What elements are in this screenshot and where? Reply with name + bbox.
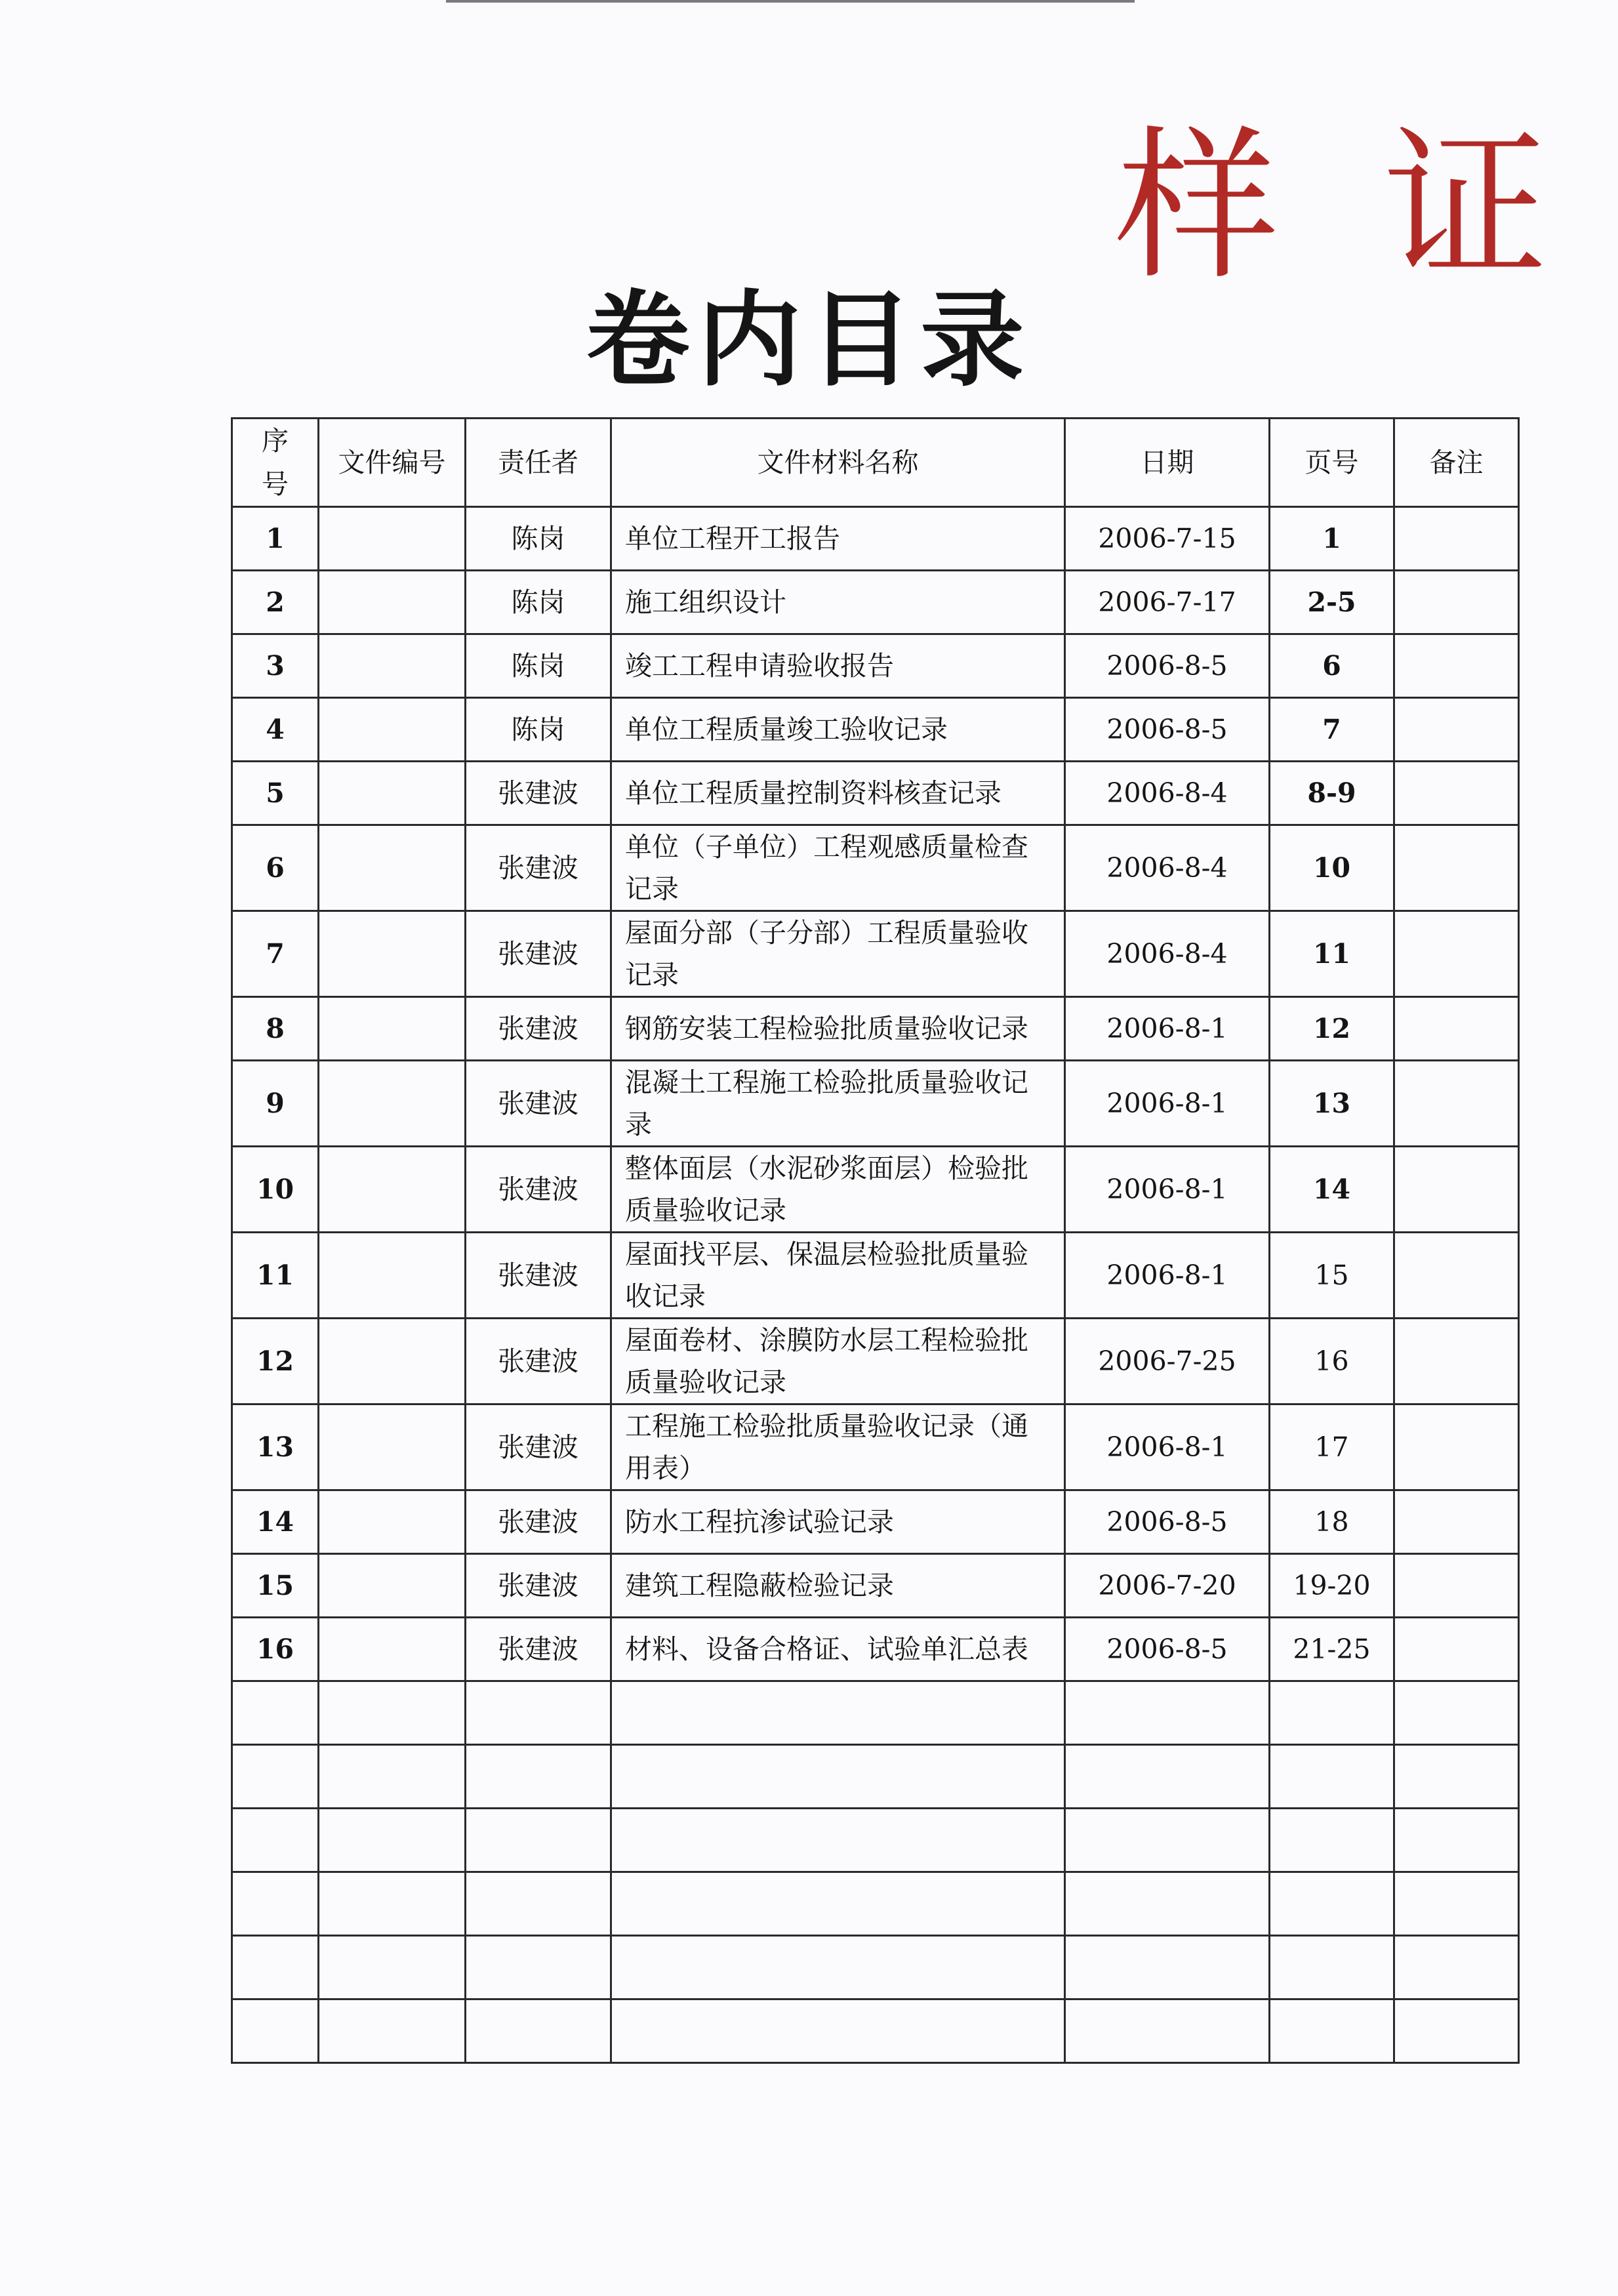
cell-date: 2006-7-15 [1065, 507, 1270, 571]
blank-row [232, 1999, 1519, 2063]
cell-person: 张建波 [466, 911, 611, 997]
cell-person: 陈岗 [466, 507, 611, 571]
cell-seq: 6 [232, 825, 319, 911]
table-row [232, 1061, 1519, 1147]
blank-row [232, 1872, 1519, 1936]
cell-file-no [319, 634, 466, 698]
cell-file-no [319, 1404, 466, 1490]
col-header-file-no: 文件编号 [319, 419, 466, 507]
cell-name: 施工组织设计 [611, 571, 1065, 634]
cell-seq: 10 [232, 1147, 319, 1233]
cell-name: 工程施工检验批质量验收记录（通用表） [611, 1404, 1065, 1490]
cell-person: 陈岗 [466, 634, 611, 698]
cell-seq: 14 [232, 1490, 319, 1554]
document-title: 卷内目录 [586, 280, 1032, 401]
cell-page: 15 [1270, 1233, 1394, 1319]
cell-date: 2006-8-4 [1065, 825, 1270, 911]
cell-page: 7 [1270, 698, 1394, 762]
cell-name: 屋面分部（子分部）工程质量验收记录 [611, 911, 1065, 997]
cell-note [1394, 634, 1519, 698]
cell-page: 10 [1270, 825, 1394, 911]
cell-seq: 3 [232, 634, 319, 698]
cell-page: 18 [1270, 1490, 1394, 1554]
cell-person: 陈岗 [466, 698, 611, 762]
cell-note [1394, 1490, 1519, 1554]
cell-seq: 4 [232, 698, 319, 762]
cell-name: 屋面卷材、涂膜防水层工程检验批质量验收记录 [611, 1319, 1065, 1404]
cell-page: 21-25 [1270, 1618, 1394, 1681]
scan-edge-line [446, 0, 1135, 3]
cell-person: 张建波 [466, 1147, 611, 1233]
cell-name: 单位工程质量竣工验收记录 [611, 698, 1065, 762]
cell-file-no [319, 1147, 466, 1233]
cell-name: 整体面层（水泥砂浆面层）检验批质量验收记录 [611, 1147, 1065, 1233]
cell-note [1394, 997, 1519, 1061]
cell-note [1394, 507, 1519, 571]
table-row [232, 1618, 1519, 1681]
table-row [232, 1554, 1519, 1618]
cell-name: 混凝土工程施工检验批质量验收记录 [611, 1061, 1065, 1147]
cell-file-no [319, 825, 466, 911]
cell-page: 19-20 [1270, 1554, 1394, 1618]
col-header-date: 日期 [1065, 419, 1270, 507]
cell-note [1394, 1061, 1519, 1147]
cell-seq: 8 [232, 997, 319, 1061]
cell-note [1394, 698, 1519, 762]
cell-note [1394, 571, 1519, 634]
cell-seq: 1 [232, 507, 319, 571]
cell-date: 2006-8-5 [1065, 698, 1270, 762]
cell-note [1394, 762, 1519, 825]
cell-date: 2006-8-5 [1065, 1618, 1270, 1681]
cell-date: 2006-8-1 [1065, 1061, 1270, 1147]
cell-file-no [319, 1233, 466, 1319]
table-row [232, 825, 1519, 911]
cell-date: 2006-7-17 [1065, 571, 1270, 634]
cell-note [1394, 1554, 1519, 1618]
cell-note [1394, 1233, 1519, 1319]
cell-note [1394, 1618, 1519, 1681]
cell-person: 张建波 [466, 1061, 611, 1147]
col-header-seq: 序号 [232, 419, 319, 507]
cell-name: 单位工程开工报告 [611, 507, 1065, 571]
cell-file-no [319, 571, 466, 634]
cell-name: 屋面找平层、保温层检验批质量验收记录 [611, 1233, 1065, 1319]
cell-page: 13 [1270, 1061, 1394, 1147]
cell-name: 竣工工程申请验收报告 [611, 634, 1065, 698]
cell-file-no [319, 762, 466, 825]
table-row [232, 698, 1519, 762]
cell-date: 2006-7-25 [1065, 1319, 1270, 1404]
cell-person: 张建波 [466, 1618, 611, 1681]
cell-name: 材料、设备合格证、试验单汇总表 [611, 1618, 1065, 1681]
cell-date: 2006-8-4 [1065, 762, 1270, 825]
cell-person: 张建波 [466, 825, 611, 911]
table-row [232, 1490, 1519, 1554]
cell-name: 防水工程抗渗试验记录 [611, 1490, 1065, 1554]
table-row [232, 507, 1519, 571]
table-row [232, 911, 1519, 997]
blank-row [232, 1681, 1519, 1745]
cell-person: 张建波 [466, 1490, 611, 1554]
cell-seq: 13 [232, 1404, 319, 1490]
cell-file-no [319, 911, 466, 997]
cell-seq: 12 [232, 1319, 319, 1404]
cell-date: 2006-8-1 [1065, 1147, 1270, 1233]
cell-page: 17 [1270, 1404, 1394, 1490]
cell-seq: 5 [232, 762, 319, 825]
cell-page: 14 [1270, 1147, 1394, 1233]
table-row [232, 1319, 1519, 1404]
cell-name: 钢筋安装工程检验批质量验收记录 [611, 997, 1065, 1061]
cell-date: 2006-8-1 [1065, 997, 1270, 1061]
cell-file-no [319, 507, 466, 571]
sample-stamp: 样 证 [1115, 111, 1574, 302]
cell-person: 张建波 [466, 1233, 611, 1319]
cell-file-no [319, 1319, 466, 1404]
cell-date: 2006-8-1 [1065, 1404, 1270, 1490]
cell-page: 1 [1270, 507, 1394, 571]
cell-file-no [319, 1554, 466, 1618]
cell-person: 陈岗 [466, 571, 611, 634]
cell-file-no [319, 698, 466, 762]
cell-person: 张建波 [466, 1404, 611, 1490]
table-row [232, 762, 1519, 825]
col-header-page: 页号 [1270, 419, 1394, 507]
table-row [232, 997, 1519, 1061]
cell-seq: 9 [232, 1061, 319, 1147]
table-row [232, 1404, 1519, 1490]
cell-file-no [319, 1490, 466, 1554]
blank-row [232, 1809, 1519, 1872]
cell-seq: 11 [232, 1233, 319, 1319]
cell-seq: 7 [232, 911, 319, 997]
table-of-contents [231, 417, 1520, 2064]
col-header-note: 备注 [1394, 419, 1519, 507]
table-row [232, 634, 1519, 698]
cell-page: 12 [1270, 997, 1394, 1061]
cell-page: 16 [1270, 1319, 1394, 1404]
cell-person: 张建波 [466, 762, 611, 825]
blank-row [232, 1936, 1519, 1999]
col-header-name: 文件材料名称 [611, 419, 1065, 507]
cell-note [1394, 911, 1519, 997]
cell-date: 2006-7-20 [1065, 1554, 1270, 1618]
cell-page: 8-9 [1270, 762, 1394, 825]
cell-page: 2-5 [1270, 571, 1394, 634]
cell-note [1394, 825, 1519, 911]
cell-date: 2006-8-5 [1065, 1490, 1270, 1554]
cell-name: 单位（子单位）工程观感质量检查记录 [611, 825, 1065, 911]
cell-note [1394, 1404, 1519, 1490]
cell-date: 2006-8-5 [1065, 634, 1270, 698]
blank-row [232, 1745, 1519, 1809]
table-row [232, 1147, 1519, 1233]
cell-file-no [319, 997, 466, 1061]
cell-person: 张建波 [466, 1554, 611, 1618]
cell-note [1394, 1319, 1519, 1404]
col-header-person: 责任者 [466, 419, 611, 507]
cell-page: 6 [1270, 634, 1394, 698]
cell-seq: 16 [232, 1618, 319, 1681]
cell-person: 张建波 [466, 997, 611, 1061]
cell-date: 2006-8-1 [1065, 1233, 1270, 1319]
cell-date: 2006-8-4 [1065, 911, 1270, 997]
cell-seq: 15 [232, 1554, 319, 1618]
cell-person: 张建波 [466, 1319, 611, 1404]
cell-page: 11 [1270, 911, 1394, 997]
cell-file-no [319, 1618, 466, 1681]
table-row [232, 571, 1519, 634]
table-header-row [232, 419, 1519, 507]
cell-name: 单位工程质量控制资料核查记录 [611, 762, 1065, 825]
cell-seq: 2 [232, 571, 319, 634]
cell-file-no [319, 1061, 466, 1147]
cell-note [1394, 1147, 1519, 1233]
cell-name: 建筑工程隐蔽检验记录 [611, 1554, 1065, 1618]
table-row [232, 1233, 1519, 1319]
